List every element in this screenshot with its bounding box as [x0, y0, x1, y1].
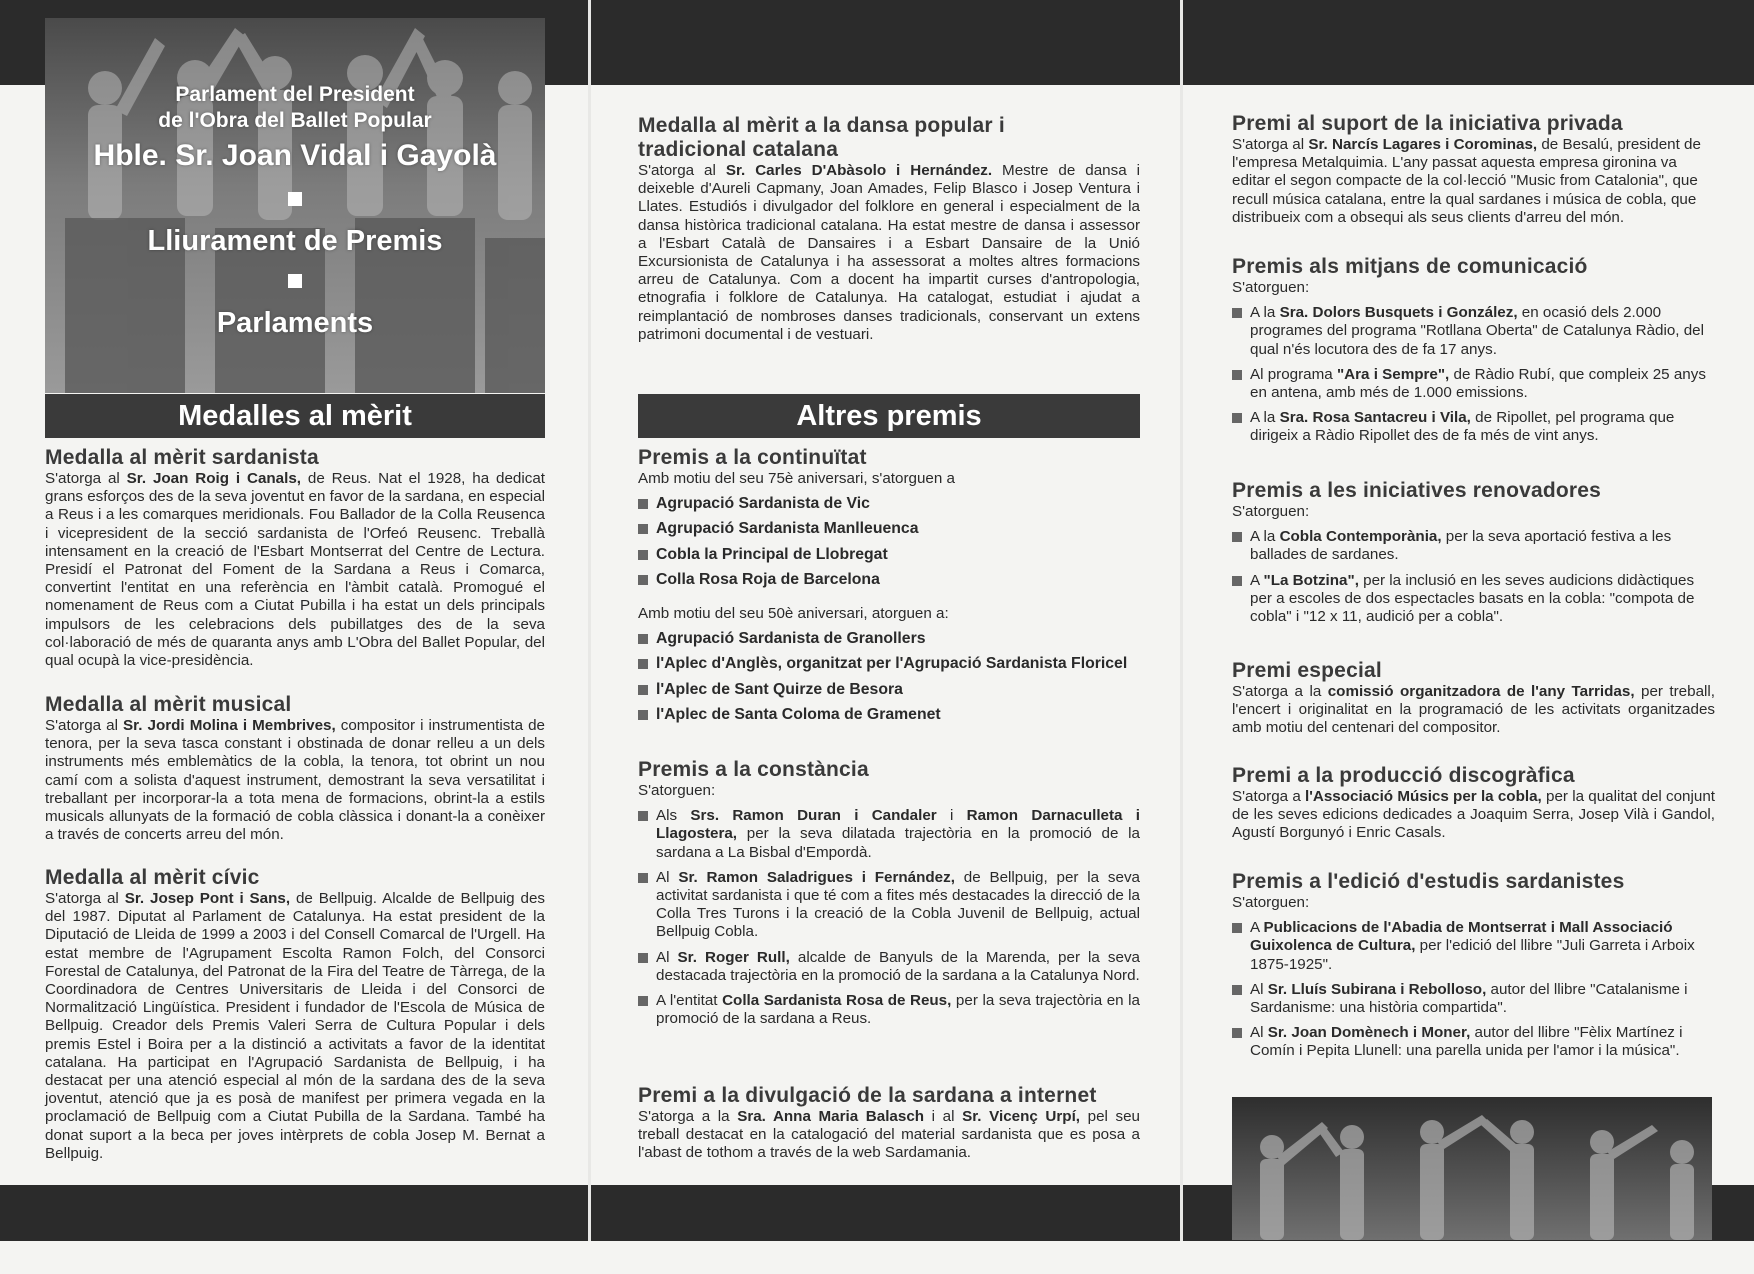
hero-image-dancers: [45, 18, 545, 393]
section-title: Medalla al mèrit musical: [45, 693, 292, 716]
intro-75: Amb motiu del seu 75è aniversari, s'atorguen a: [638, 470, 955, 487]
hero-subtitle-1: Parlament del President: [175, 83, 415, 106]
medalla-dansa: [638, 114, 1140, 344]
list-item: l'Aplec de Santa Coloma de Gramenet: [638, 706, 1140, 724]
section-body: S'atorga a la Sra. Anna Maria Balasch i al Sr. Vicenç Urpí, pel seu treball destacat en la catalogació del material sardanista que es posa a l'abast de tothom a través de la web Sardamania.: [638, 1108, 1141, 1162]
square-bullet-icon: [638, 710, 648, 720]
dancers-silhouette-small: [1232, 1097, 1712, 1240]
intro: S'atorguen:: [1232, 894, 1310, 911]
list-item: l'Aplec d'Anglès, organitzat per l'Agrupació Sardanista Floricel: [638, 655, 1140, 673]
square-bullet-icon: [638, 953, 648, 963]
square-bullet-icon: [638, 550, 648, 560]
intro-50: Amb motiu del seu 50è aniversari, atorguen a:: [638, 605, 949, 623]
footer-image-dancers: [1232, 1097, 1712, 1240]
list-item: l'Aplec de Sant Quirze de Besora: [638, 681, 1140, 699]
square-bullet-icon: [638, 996, 648, 1006]
hero-line-lliurament: Lliurament de Premis: [147, 225, 443, 257]
square-bullet-icon: [1232, 413, 1242, 423]
section-body: S'atorga al Sr. Carles D'Abàsolo i Hernández. Mestre de dansa i deixeble d'Aureli Capmany, Joan Amades, Felip Blasco i Josep Ventura i Llates. Estudiós i divulgador del folklore en general i especialment de la dansa històrica tradicional catalana. Ha estat mestre de dansa i assessor a l'Esbart Català de Dansaires i a Esbart Dansaire de la Unió Excursionista de Catalunya i ha assessorat a moltes altres formacions arreu de Catalunya. Com a docent ha impartit curses d'antropologia, etnografia i folklore de Catalunya. Ha catalogat, estudiat i ajudat a reimplantació de nombroses danses tradicionals, conservant un extens patrimoni documental i de vestuari.: [638, 162, 1140, 343]
section-body: S'atorga al Sr. Narcís Lagares i Corominas, de Besalú, president de l'empresa Metalquimia. L'any passat aquesta empresa gironina va editar el segon compacte de la col·lecció "Music from Catalonia", que recull música catalana, entre la qual sardanes i música de cobla, que distribueix com a obsequi als seus clients d'arreu del món.: [1232, 136, 1701, 226]
list-item: Agrupació Sardanista de Granollers: [638, 630, 1140, 648]
premis-constancia: [638, 758, 1140, 1035]
section-bar-altres-premis: Altres premis: [638, 394, 1140, 438]
section-body: S'atorga al Sr. Josep Pont i Sans, de Bellpuig. Alcalde de Bellpuig des del 1987. Diputat al Parlament de Catalunya. Ha estat president de la Diputació de Lleida de 1999 a 2003 i del Consell Comarcal de l'Urgell. Ha estat membre de l'Agrupament Escolta Ramon Folch, del Consorci Forestal de Catalunya, del Patronat de la Fira del Teatre de Tàrrega, de la Coordinadora de Centres Universitaris de Lleida i del Consorci de Normalització Lingüística. President i fundador de l'Escola de Música de Bellpuig. Creador dels Premis Valeri Serra de Cultura Popular i dels premis Estel i Boira per a la distinció a activitats a favor de la identitat catalana. Ha participat en l'Agrupació Sardanista de Bellpuig, i ha destacat per una atenció especial al món de la sardana des de la seva joventut, atenció que ja es posà de manifest per primera vegada en la proclamació de Bellpuig com a Ciutat Pubilla de la Sardana. També ha donat suport a la beca per joves intèrprets de cobla Josep M. Bernat a Bellpuig.: [45, 890, 545, 1162]
square-bullet-icon: [1232, 576, 1242, 586]
square-bullet-icon: [638, 873, 648, 883]
list-item: Al Sr. Lluís Subirana i Rebolloso, autor del llibre "Catalanisme i Sardanisme: una història compartida".: [1232, 981, 1715, 1017]
section-body: S'atorga a la comissió organitzadora de l'any Tarridas, per treball, l'encert i originalitat en la programació de les activitats organitzades amb motiu del centenari del compositor.: [1232, 683, 1715, 737]
section-title: Premis als mitjans de comunicació: [1232, 255, 1588, 278]
fold-line-left: [588, 0, 591, 1241]
premi-iniciativa-privada: [1232, 112, 1715, 227]
section-title: Premi especial: [1232, 659, 1382, 682]
section-title: Premis a l'edició d'estudis sardanistes: [1232, 870, 1625, 893]
section-title: Premi a la producció discogràfica: [1232, 764, 1575, 787]
section-title: Premis a la continuïtat: [638, 446, 867, 469]
list-item: A Publicacions de l'Abadia de Montserrat i Mall Associació Guixolenca de Cultura, per l'edició del llibre "Juli Garreta i Arboix 1875-1925".: [1232, 919, 1715, 974]
square-bullet-icon: [288, 192, 302, 206]
square-bullet-icon: [1232, 923, 1242, 933]
list-item: Agrupació Sardanista de Vic: [638, 495, 1140, 513]
list-item: Agrupació Sardanista Manlleuenca: [638, 520, 1140, 538]
list-item: Als Srs. Ramon Duran i Candaler i Ramon Darnaculleta i Llagostera, per la seva dilatada trajectòria en la promoció de la sardana a La Bisbal d'Empordà.: [638, 807, 1140, 862]
premi-especial: [1232, 659, 1715, 738]
list-item: Al Sr. Ramon Saladrigues i Fernández, de Bellpuig, per la seva activitat sardanista i que té com a fites més destacades la direcció de la Colla Tres Turons i la creació de la Cobla Juvenil de Bellpuig, actual Bellpuig Cobla.: [638, 869, 1140, 942]
premi-internet: [638, 1084, 1140, 1163]
section-body: S'atorga al Sr. Jordi Molina i Membrives, compositor i instrumentista de tenora, per la seva tasca constant i obstinada de donar relleu a un dels instruments més emblemàtics de la cobla, la tenora, tot obrint un nou camí com a solista d'aquest instrument, demostrant la seva versatilitat i treballant per incorporar-la a tota mena de formacions, obrint-la a estils musicals allunyats de la formació de cobla clàssica i donant-la a conèixer a través de concerts arreu del món.: [45, 717, 545, 844]
hero-text: [45, 82, 545, 340]
list-item: Al Sr. Joan Domènech i Moner, autor del llibre "Fèlix Martínez i Comín i Pepita Llunell: una parella unida per l'amor i la música".: [1232, 1024, 1715, 1060]
section-body: S'atorga a l'Associació Músics per la cobla, per la qualitat del conjunt de les seves edicions dedicades a Joaquim Serra, Josep Vilà i Gandol, Agustí Borgunyó i Enric Casals.: [1232, 788, 1715, 842]
square-bullet-icon: [638, 499, 648, 509]
square-bullet-icon: [1232, 985, 1242, 995]
square-bullet-icon: [1232, 532, 1242, 542]
list-item: A la Cobla Contemporània, per la seva aportació festiva a les ballades de sardanes.: [1232, 528, 1715, 564]
square-bullet-icon: [638, 634, 648, 644]
square-bullet-icon: [638, 685, 648, 695]
square-bullet-icon: [638, 524, 648, 534]
list-item: A "La Botzina", per la inclusió en les seves audicions didàctiques per a escoles de dos espectacles basats en la cobla: "compota de cobla" i "12 x 11, audició per a cobla".: [1232, 572, 1715, 627]
section-bar-medalles: Medalles al mèrit: [45, 394, 545, 438]
premis-edicio-estudis: [1232, 870, 1715, 1068]
intro: S'atorguen:: [1232, 279, 1310, 296]
section-title: Medalla al mèrit sardanista: [45, 446, 319, 469]
hero-subtitle-2: de l'Obra del Ballet Popular: [158, 109, 432, 132]
square-bullet-icon: [1232, 308, 1242, 318]
list-item: A la Sra. Dolors Busquets i González, en ocasió dels 2.000 programes del programa "Rotllana Oberta" de Catalunya Ràdio, del qual n'és locutora des de fa 17 anys.: [1232, 304, 1715, 359]
intro: S'atorguen:: [638, 782, 716, 799]
list-item: Al Sr. Roger Rull, alcalde de Banyuls de la Marenda, per la seva destacada trajectòria en la promoció de la sardana a la Catalunya Nord.: [638, 949, 1140, 985]
section-title: Premis a la constància: [638, 758, 869, 781]
section-title: Medalla al mèrit cívic: [45, 866, 260, 889]
hero-line-parlaments: Parlaments: [216, 307, 374, 339]
square-bullet-icon: [638, 811, 648, 821]
list-item: Al programa "Ara i Sempre", de Ràdio Rubí, que compleix 25 anys en antena, amb més de 1.000 emissions.: [1232, 366, 1715, 402]
premis-iniciatives-renovadores: [1232, 479, 1715, 633]
square-bullet-icon: [288, 274, 302, 288]
section-title: Premi al suport de la iniciativa privada: [1232, 112, 1623, 135]
list-item: Cobla la Principal de Llobregat: [638, 546, 1140, 564]
medalla-sardanista: [45, 446, 545, 670]
medalla-musical: [45, 693, 545, 844]
hero-title: Hble. Sr. Joan Vidal i Gayolà: [93, 139, 497, 172]
premis-continuitat: [638, 446, 1140, 731]
section-body: S'atorga al Sr. Joan Roig i Canals, de Reus. Nat el 1928, ha dedicat grans esforços des de la seva joventut en favor de la sardana, en especial a Reus i a les comarques meridionals. Fou Ballador de la Colla Reusenca i vicepresident de la secció sardanista de l'Orfeó Reusenc. Treballà intensament en la creació de l'Esbart Montserrat del Centre de Lectura. Presidí el Patronat del Foment de la Sardana a Reus i Comarca, convertint l'entitat en una referència en l'àmbit català. Promogué el nomenament de Reus com a Ciutat Pubilla i ha estat un dels principals impulsors de les celebracions dels pubillatges des de la seva col·laboració de més de quaranta anys amb L'Obra del Ballet Popular, del qual ocupà la vice-presidència.: [45, 470, 545, 670]
square-bullet-icon: [638, 575, 648, 585]
list-item: A la Sra. Rosa Santacreu i Vila, de Ripollet, pel programa que dirigeix a Ràdio Ripollet des de fa més de vint anys.: [1232, 409, 1715, 445]
premi-discografica: [1232, 764, 1715, 843]
section-title: Premis a les iniciatives renovadores: [1232, 479, 1602, 502]
list-item: A l'entitat Colla Sardanista Rosa de Reus, per la seva trajectòria en la promoció de la sardana a Reus.: [638, 992, 1140, 1028]
premis-mitjans: [1232, 255, 1715, 453]
intro: S'atorguen:: [1232, 503, 1310, 520]
section-title: Premi a la divulgació de la sardana a internet: [638, 1084, 1097, 1107]
square-bullet-icon: [638, 659, 648, 669]
fold-line-right: [1180, 0, 1183, 1241]
medalla-civic: [45, 866, 545, 1163]
square-bullet-icon: [1232, 1028, 1242, 1038]
list-item: Colla Rosa Roja de Barcelona: [638, 571, 1140, 589]
square-bullet-icon: [1232, 370, 1242, 380]
section-title: Medalla al mèrit a la dansa popular i tradicional catalana: [638, 114, 1005, 161]
